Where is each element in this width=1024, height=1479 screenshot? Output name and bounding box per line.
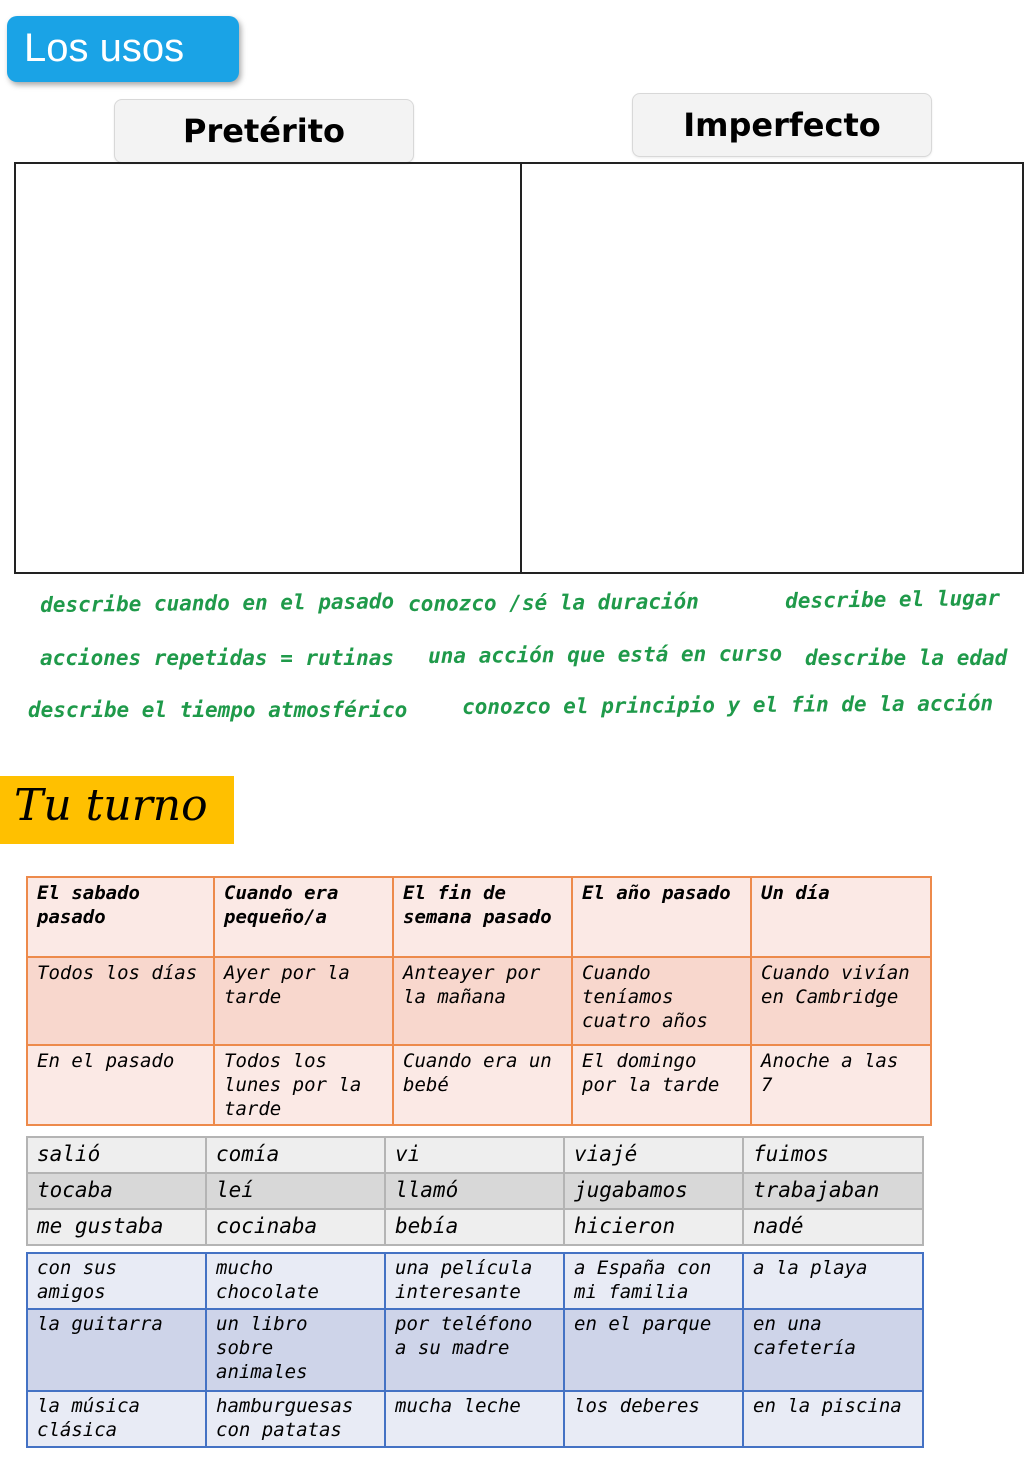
table-cell: en el parque	[564, 1309, 743, 1391]
table-cell: por teléfono a su madre	[385, 1309, 564, 1391]
table-cell: Cuando era un bebé	[393, 1045, 572, 1125]
table-cell: nadé	[743, 1209, 923, 1245]
table-row	[27, 1391, 923, 1447]
phrase-card[interactable]: acciones repetidas = rutinas	[40, 646, 395, 670]
title-badge	[7, 16, 239, 82]
table-row	[27, 1309, 923, 1391]
phrase-card[interactable]: una acción que está en curso	[428, 641, 783, 668]
table-row	[27, 1209, 923, 1245]
table-row	[27, 877, 931, 957]
imperfecto-header: Imperfecto	[632, 93, 932, 157]
page-title: Los usos	[24, 26, 185, 70]
table-cell: la guitarra	[27, 1309, 206, 1391]
table-cell: tocaba	[27, 1173, 206, 1209]
table-cell: Cuando era pequeño/a	[214, 877, 393, 957]
table-cell: la música clásica	[27, 1391, 206, 1447]
table-cell: los deberes	[564, 1391, 743, 1447]
table-cell: hamburguesas con patatas	[206, 1391, 385, 1447]
table-cell: viajé	[564, 1137, 743, 1173]
table-cell: El año pasado	[572, 877, 751, 957]
table-cell: bebía	[385, 1209, 564, 1245]
table-cell: Anoche a las 7	[751, 1045, 931, 1125]
table-cell: comía	[206, 1137, 385, 1173]
table-cell: Cuando teníamos cuatro años	[572, 957, 751, 1045]
table-cell: en la piscina	[743, 1391, 923, 1447]
phrase-card[interactable]: describe el lugar	[785, 585, 1001, 613]
table-cell: El fin de semana pasado	[393, 877, 572, 957]
phrase-card[interactable]: conozco el principio y el fin de la acción	[462, 691, 994, 719]
table-cell: llamó	[385, 1173, 564, 1209]
tu-turno-badge	[0, 776, 234, 844]
table-cell: Un día	[751, 877, 931, 957]
phrase-card[interactable]: conozco /sé la duración	[408, 589, 699, 616]
table-row	[27, 957, 931, 1045]
table-cell: en una cafetería	[743, 1309, 923, 1391]
table-cell: Cuando vivían en Cambridge	[751, 957, 931, 1045]
table-cell: Ayer por la tarde	[214, 957, 393, 1045]
table-cell: una película interesante	[385, 1253, 564, 1309]
table-row	[27, 1045, 931, 1125]
table-cell: salió	[27, 1137, 206, 1173]
table-cell: Anteayer por la mañana	[393, 957, 572, 1045]
phrase-card[interactable]: describe cuando en el pasado	[40, 589, 395, 617]
tu-turno-title: Tu turno	[14, 780, 208, 831]
table-cell: El sabado pasado	[27, 877, 214, 957]
column-divider	[520, 164, 522, 572]
table-cell: jugabamos	[564, 1173, 743, 1209]
complements-table	[26, 1252, 924, 1448]
table-cell: me gustaba	[27, 1209, 206, 1245]
table-row	[27, 1173, 923, 1209]
table-row	[27, 1253, 923, 1309]
phrase-card[interactable]: describe el tiempo atmosférico	[28, 698, 408, 722]
table-cell: con sus amigos	[27, 1253, 206, 1309]
table-cell: leí	[206, 1173, 385, 1209]
table-cell: En el pasado	[27, 1045, 214, 1125]
preterito-header: Pretérito	[114, 99, 414, 163]
table-cell: vi	[385, 1137, 564, 1173]
table-row	[27, 1137, 923, 1173]
table-cell: trabajaban	[743, 1173, 923, 1209]
time-expressions-table	[26, 876, 932, 1126]
table-cell: mucha leche	[385, 1391, 564, 1447]
table-cell: fuimos	[743, 1137, 923, 1173]
table-cell: El domingo por la tarde	[572, 1045, 751, 1125]
table-cell: un libro sobre animales	[206, 1309, 385, 1391]
table-cell: hicieron	[564, 1209, 743, 1245]
table-cell: a España con mi familia	[564, 1253, 743, 1309]
table-cell: a la playa	[743, 1253, 923, 1309]
phrase-card[interactable]: describe la edad	[805, 646, 1008, 670]
table-cell: Todos los lunes por la tarde	[214, 1045, 393, 1125]
table-cell: cocinaba	[206, 1209, 385, 1245]
verbs-table	[26, 1136, 924, 1246]
table-cell: mucho chocolate	[206, 1253, 385, 1309]
table-cell: Todos los días	[27, 957, 214, 1045]
sorting-box	[14, 162, 1024, 574]
